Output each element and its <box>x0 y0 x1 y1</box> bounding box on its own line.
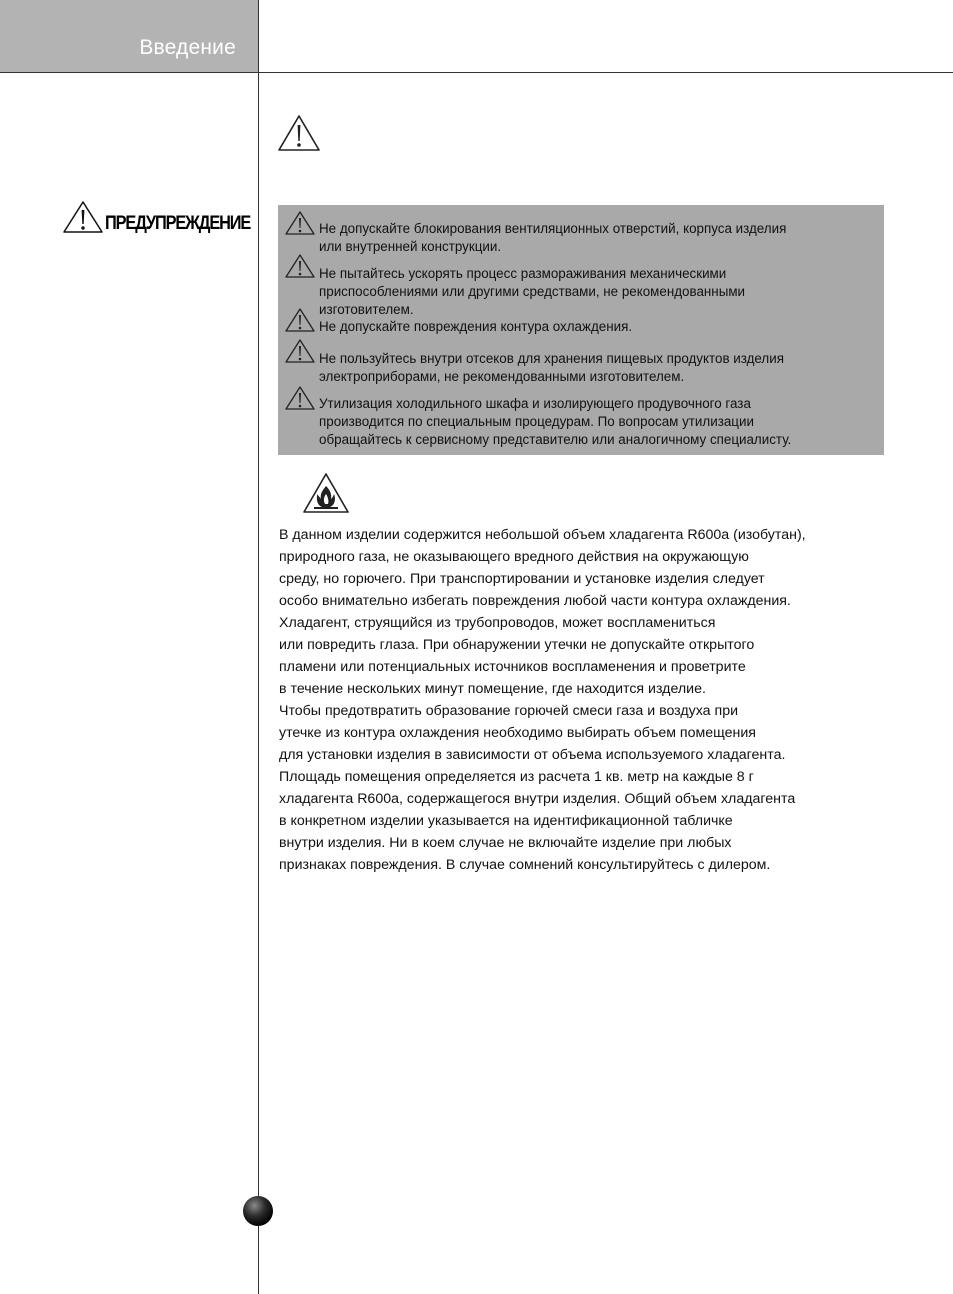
warning-text: Не допускайте блокирования вентиляционных отверстий, корпуса изделия или внутренней конструкции. <box>319 221 787 254</box>
column-divider <box>258 0 259 1294</box>
warning-text: Не пытайтесь ускорять процесс размораживания механическими приспособлениями или другими средствами, не рекомендованными изготовителем. <box>319 266 746 317</box>
warning-heading <box>62 200 274 234</box>
warning-triangle-icon <box>284 385 316 411</box>
warning-text: Не допускайте повреждения контура охлаждения. <box>319 319 633 334</box>
warning-text: Не пользуйтесь внутри отсеков для хранения пищевых продуктов изделия электроприборами, не рекомендованными изготовителем. <box>319 351 784 384</box>
section-title: Введение <box>139 36 236 59</box>
warning-triangle-icon <box>284 253 316 279</box>
warning-triangle-icon <box>62 200 104 234</box>
warning-box <box>278 205 884 455</box>
warning-triangle-icon <box>284 338 316 364</box>
flammable-warning-icon <box>302 472 350 514</box>
warning-triangle-icon <box>284 307 316 333</box>
header-divider <box>0 72 953 73</box>
warning-text: Утилизация холодильного шкафа и изолирующего продувочного газа производится по специальным процедурам. По вопросам утилизации обращайтесь к сервисному представителю или аналогичному специалисту. <box>319 396 792 447</box>
warning-label: ПРЕДУПРЕЖДЕНИЕ <box>105 213 251 234</box>
warning-triangle-icon <box>284 210 316 236</box>
caution-triangle-icon <box>277 114 321 152</box>
page-marker <box>243 1196 273 1226</box>
section-header-tab <box>0 0 258 73</box>
flammable-notice-text: В данном изделии содержится небольшой объем хладагента R600a (изобутан), природного газа, не оказывающего вредного действия на окружающую среду, но горючего. При транспортировании и установке изделия следует особо внимательно избегать повреждения любой части контура охлаждения. Хладагент, струящийся из трубопроводов, может воспламениться или повредить глаза. При обнаружении утечки не допускайте открытого пламени или потенциальных источников воспламенения и проветрите в течение нескольких минут помещение, где находится изделие. Чтобы предотвратить образование горючей смеси газа и воздуха при утечке из контура охлаждения необходимо выбирать объем помещения для установки изделия в зависимости от объема используемого хладагента. Площадь помещения определяется из расчета 1 кв. метр на каждые 8 г хладагента R600a, содержащегося внутри изделия. Общий объем хладагента в конкретном изделии указывается на идентификационной табличке внутри изделия. Ни в коем случае не включайте изделие при любых признаках повреждения. В случае сомнений консультируйтесь с дилером. <box>279 527 806 873</box>
